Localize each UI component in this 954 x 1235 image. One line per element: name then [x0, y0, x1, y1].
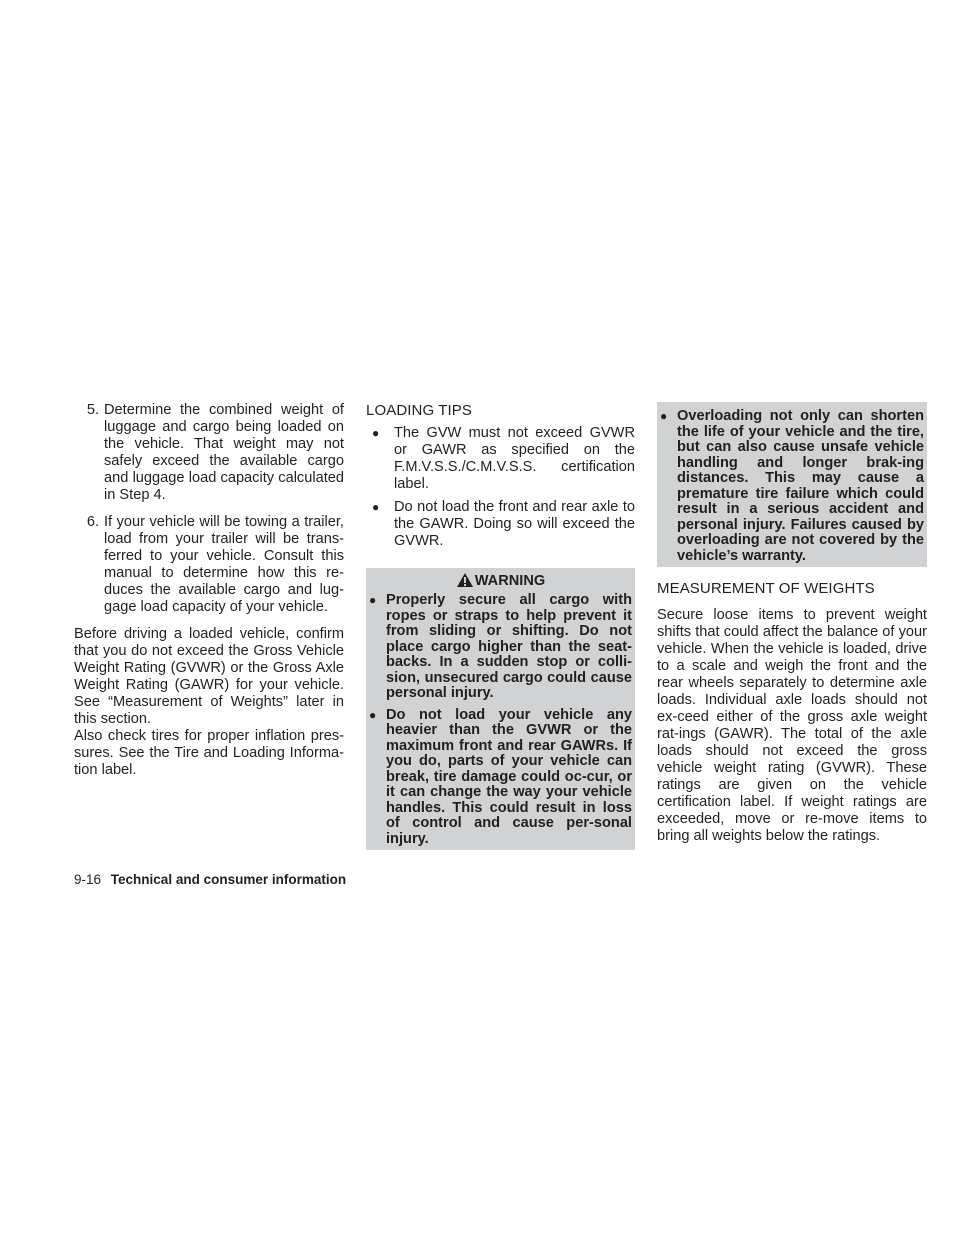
bullet-item: [366, 499, 635, 550]
warning-bullet-item: [366, 708, 635, 851]
warning-title: WARNING: [474, 573, 546, 589]
bullet-dot-icon: ●: [372, 426, 380, 440]
bullet-item: [366, 425, 635, 493]
warning-box: [366, 568, 635, 850]
chapter-title: Technical and consumer information: [110, 872, 347, 887]
warning-triangle-icon: [456, 572, 474, 588]
bullet-dot-icon: ●: [660, 409, 668, 423]
warning-heading: [366, 568, 635, 593]
paragraph-inflation: Also check tires for proper inflation pres-sures. See the Tire and Loading Informa-tion label.: [74, 728, 344, 778]
warning-box-continued: [657, 402, 927, 567]
column-2: [366, 402, 635, 850]
warning-bullet-text: Do not load your vehicle any heavier than the GVWR or the maximum front and rear GAWRs. If you do, parts of your vehicle can break, tire damage could oc-cur, or it can change the way your vehicle handles. This could result in loss of control and cause per-sonal injury.: [386, 706, 632, 847]
bullet-text: The GVW must not exceed GVWR or GAWR as specified on the F.M.V.S.S./C.M.V.S.S. certification label.: [394, 425, 635, 492]
warning-bullet-item: [657, 409, 927, 566]
bullet-text: Do not load the front and rear axle to the GAWR. Doing so will exceed the GVWR.: [394, 499, 635, 549]
column-3: [657, 402, 927, 845]
column-1: [74, 402, 344, 779]
page-number: 9-16: [74, 872, 102, 887]
warning-bullet-text: Properly secure all cargo with ropes or straps to help prevent it from sliding or shifting. Do not place cargo higher than the seat-backs. In a sudden stop or colli-sion, unsecured cargo could cause personal injury.: [386, 592, 632, 701]
list-number: 5.: [86, 402, 99, 418]
paragraph-gvwr: Before driving a loaded vehicle, confirm that you do not exceed the Gross Vehicle Weight Rating (GVWR) or the Gross Axle Weight Rating (GAWR) for your vehicle. See “Measurement of Weights” later in this section.: [74, 626, 344, 727]
list-item-text: If your vehicle will be towing a trailer, load from your trailer will be trans-ferred to your vehicle. Consult this manual to determine how this re-duces the available cargo and lug-gage load capacity of your vehicle.: [104, 514, 344, 615]
page-footer: [74, 872, 346, 888]
list-item: [74, 514, 344, 616]
section-heading-loading-tips: LOADING TIPS: [366, 402, 472, 419]
bullet-dot-icon: ●: [369, 707, 377, 722]
list-item: [74, 402, 344, 504]
paragraph-measurement: Secure loose items to prevent weight shifts that could affect the balance of your vehicle. When the vehicle is loaded, drive to a scale and weigh the front and the rear wheels separately to determine axle loads. Individual axle loads should not ex-ceed either of the gross axle weight rat-ings (GAWR). The total of the axle loads should not exceed the gross vehicle weight rating (GVWR). These ratings are given on the vehicle certification label. If weight ratings are exceeded, move or re-move items to bring all weights below the ratings.: [657, 607, 927, 844]
list-item-text: Determine the combined weight of luggage and cargo being loaded on the vehicle. That weight may not safely exceed the available cargo and luggage load capacity calculated in Step 4.: [104, 402, 344, 503]
warning-bullet-item: [366, 593, 635, 708]
section-heading-measurement: MEASUREMENT OF WEIGHTS: [657, 580, 875, 597]
bullet-dot-icon: ●: [372, 500, 380, 514]
list-number: 6.: [86, 514, 99, 530]
warning-bullet-text: Overloading not only can shorten the life of your vehicle and the tire, but can also cause unsafe vehicle handling and longer brak-ing distances. This may cause a premature tire failure which could result in a serious accident and personal injury. Failures caused by overloading are not covered by the vehicle’s warranty.: [677, 408, 924, 564]
bullet-dot-icon: ●: [369, 593, 377, 607]
